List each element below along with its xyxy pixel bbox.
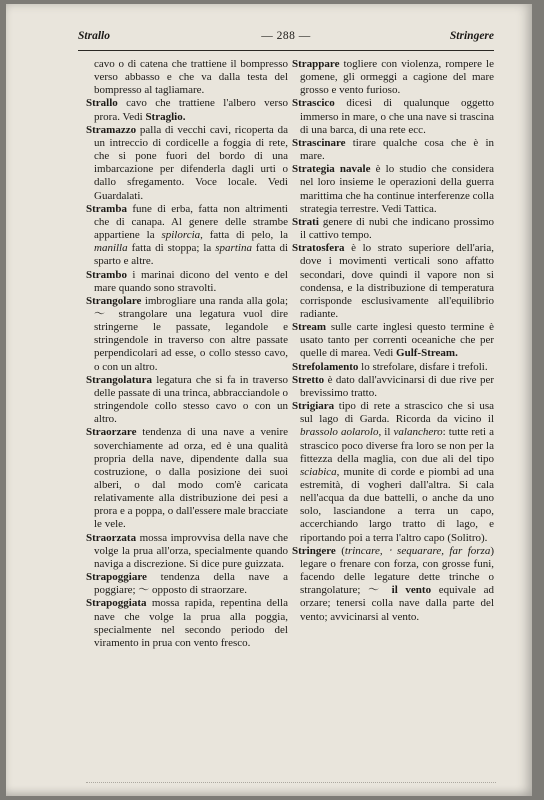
dictionary-entry bbox=[292, 163, 494, 216]
dictionary-entry bbox=[292, 544, 494, 624]
tilde-symbol: 〜 bbox=[138, 584, 150, 597]
entry-body: imbrogliare una randa alla gola; bbox=[141, 294, 288, 307]
entry-body: è lo studio che considera nel loro insieme le operazioni della guerra marittima che ha continue interferenze colla strategia terrestre. Vedi Tattica. bbox=[300, 163, 494, 215]
entry-body: tirare qualche cosa che è in mare. bbox=[300, 136, 494, 163]
running-head bbox=[78, 30, 494, 48]
entry-body: opposto di straorzare. bbox=[149, 584, 248, 597]
entry-headword: Stringere bbox=[292, 544, 336, 557]
entry-italic-term: brassolo aolarolo bbox=[300, 426, 379, 439]
entry-body: equivale ad orzare; tenersi colla nave dalla parte del vento; avvicinarsi al vento. bbox=[300, 584, 494, 623]
entry-headword: Strigiara bbox=[292, 400, 335, 413]
header-left-word: Strallo bbox=[78, 30, 110, 42]
entry-cross-reference: Gulf-Stream. bbox=[396, 347, 458, 360]
entry-body: palla di vecchi cavi, ricoperta da un intreccio di cordicelle a foggia di rete, che si pone fuori del bordo di una imbarcazione per difenderla dagli urti o dallo sfregamento. Voce locale. Vedi Guardalati. bbox=[94, 123, 288, 202]
entry-body: fatta di sparto e altre. bbox=[94, 242, 288, 268]
tilde-symbol: 〜 bbox=[368, 584, 385, 597]
entry-headword: Strascico bbox=[292, 97, 335, 110]
dictionary-entry bbox=[86, 268, 288, 295]
dictionary-entry bbox=[86, 571, 288, 597]
entry-body: tendenza della nave a poggiare; bbox=[94, 571, 288, 597]
entry-body: cavo che trattiene l'albero verso prora. Vedi bbox=[94, 97, 288, 123]
entry-body: , fatta di pelo, la bbox=[200, 229, 288, 242]
entry-body: è dato dall'avvicinarsi di due rive per brevissimo tratto. bbox=[300, 373, 494, 399]
entry-headword: Stratosfera bbox=[292, 242, 345, 255]
entry-body: tendenza di una nave a venire soverchiamente ad orza, ed è una qualità propria della nave, dipendente dalla sua costruzione, o dalla posizione dei suoi alberi, o dal modo com'è caricata relativamente alla distribuzione dei pesi a prora e a poppa, o dall'essere male bracciate le vele. bbox=[94, 426, 288, 531]
entry-body: legatura che si fa in traverso delle passate di una trinca, abbracciandole o stringendole collo stesso cavo o con un altro. bbox=[94, 373, 288, 426]
dictionary-entry bbox=[292, 136, 494, 163]
page-number: — 288 — bbox=[261, 30, 311, 42]
entry-headword: Strangolatura bbox=[86, 373, 152, 386]
entry-body: mossa rapida, repentina della nave che volge la prua alla poggia, specialmente nel secondo periodo del viramento in prua con vento fresco. bbox=[94, 597, 288, 649]
entry-headword: Strappare bbox=[292, 58, 340, 70]
header-rule bbox=[78, 50, 494, 51]
dictionary-entry bbox=[292, 242, 494, 321]
entry-cross-reference: Straglio. bbox=[145, 110, 186, 123]
dictionary-entry bbox=[292, 373, 494, 400]
dictionary-entry bbox=[86, 97, 288, 123]
entry-italic-term: spilorcia bbox=[161, 229, 201, 242]
entry-body: i marinai dicono del vento e del mare quando sono stravolti. bbox=[94, 268, 288, 294]
entry-body: ( bbox=[335, 544, 345, 557]
page-edge-smudge bbox=[86, 782, 496, 783]
dictionary-entry bbox=[86, 294, 288, 374]
entry-headword: Strangolare bbox=[86, 294, 142, 307]
dictionary-entry bbox=[86, 597, 288, 650]
entry-body: fatta di stoppa; la bbox=[127, 242, 216, 255]
entry-headword: Stream bbox=[292, 321, 327, 334]
entry-body: dicesi di qualunque oggetto immerso in mare, o che una nave si trascina di una barca, di una rete ecc. bbox=[300, 97, 494, 136]
dictionary-page bbox=[6, 4, 532, 796]
right-column bbox=[292, 58, 494, 624]
entry-headword: Strapoggiata bbox=[86, 597, 147, 610]
entry-headword: Stramazzo bbox=[86, 123, 137, 136]
entry-headword: Straorzata bbox=[86, 531, 137, 544]
entry-italic-term: manilla bbox=[94, 242, 128, 255]
entry-body: sulle carte inglesi questo termine è usato tanto per correnti oceaniche che per quelle di marea. Vedi bbox=[300, 321, 494, 360]
entry-bold-phrase: il vento bbox=[384, 584, 432, 597]
entry-headword: Strapoggiare bbox=[86, 571, 147, 584]
entry-headword: Strati bbox=[292, 215, 319, 228]
entry-italic-term: sciabica bbox=[300, 465, 337, 478]
entry-body: è lo strato superiore dell'aria, dove i movimenti verticali sono affatto secondari, dove quindi il vapore non si condensa, e la distribuzione di temperatura corrisponde esclusivamente all'equilibrio radiante. bbox=[300, 242, 494, 320]
dictionary-entry bbox=[292, 321, 494, 360]
entry-body: ) legare o frenare con forza, con grosse funi, facendo delle legature dette trinche o strangolature; bbox=[300, 544, 494, 597]
dictionary-entry bbox=[292, 58, 494, 97]
entry-body: strangolare una legatura vuol dire stringerne le passate, legandole e stringendole in traverso con altre passate perpendicolari ad esse, o collo stesso cavo, o con un altro. bbox=[94, 307, 288, 373]
entry-body: lo strefolare, disfare i trefoli. bbox=[358, 360, 488, 373]
entry-headword: Stretto bbox=[292, 373, 325, 386]
entry-body: genere di nubi che indicano prossimo il cattivo tempo. bbox=[300, 215, 494, 242]
dictionary-entry bbox=[94, 58, 288, 97]
entry-body: , munite di corde e piombi ad una estremità, di vogheri dall'altra. Si cala nell'acqua da due battelli, o anche da uno solo, lasciandone a terra un capo, accerchiando largo tratto di lago, e riportando poi a terra l'altro capo (Solitro). bbox=[300, 465, 494, 544]
entry-body: tipo di rete a strascico che si usa sul lago di Garda. Ricorda da vicino il bbox=[300, 400, 494, 426]
entry-italic-term: trincare, ‧ sequarare, far forza bbox=[344, 544, 491, 557]
dictionary-entry bbox=[292, 97, 494, 136]
entry-headword: Strallo bbox=[86, 97, 118, 110]
entry-headword: Strambo bbox=[86, 268, 127, 281]
entry-body: togliere con violenza, rompere le gomene, gli ormeggi a cagione del mare grosso e vento furioso. bbox=[300, 58, 494, 97]
entry-body: fune di erba, fatta non altrimenti che di canapa. Al genere delle strambe appartiene la bbox=[94, 202, 288, 242]
entry-italic-term: valanchero bbox=[393, 426, 443, 439]
dictionary-entry bbox=[292, 360, 494, 374]
entry-body: : tutte reti a strascico poco diverse fra loro se non per la fittezza della maglia, con due ali del tipo bbox=[300, 426, 494, 465]
entry-headword: Strascinare bbox=[292, 136, 346, 149]
entry-body: , il bbox=[378, 426, 394, 439]
entry-headword: Straorzare bbox=[86, 426, 137, 439]
entry-body: mossa improvvisa della nave che volge la prua all'orza, specialmente quando naviga a discrezione. Si dice pure guizzata. bbox=[94, 531, 288, 570]
dictionary-entry bbox=[86, 373, 288, 427]
entry-italic-term: spartina bbox=[215, 242, 252, 255]
left-column bbox=[86, 58, 288, 650]
dictionary-entry bbox=[292, 215, 494, 242]
entry-headword: Stramba bbox=[86, 202, 127, 215]
dictionary-entry bbox=[86, 426, 288, 531]
entry-body: cavo o di catena che trattiene il bompresso verso abbasso e che va dalla testa del bompresso al tagliamare. bbox=[94, 58, 288, 97]
header-right-word: Stringere bbox=[449, 30, 494, 42]
dictionary-entry bbox=[86, 123, 288, 203]
dictionary-entry bbox=[86, 202, 288, 269]
dictionary-entry bbox=[86, 531, 288, 571]
entry-headword: Strategia navale bbox=[292, 163, 371, 176]
tilde-symbol: 〜 bbox=[94, 307, 111, 320]
entry-headword: Strefolamento bbox=[292, 360, 359, 373]
dictionary-entry bbox=[292, 400, 494, 545]
